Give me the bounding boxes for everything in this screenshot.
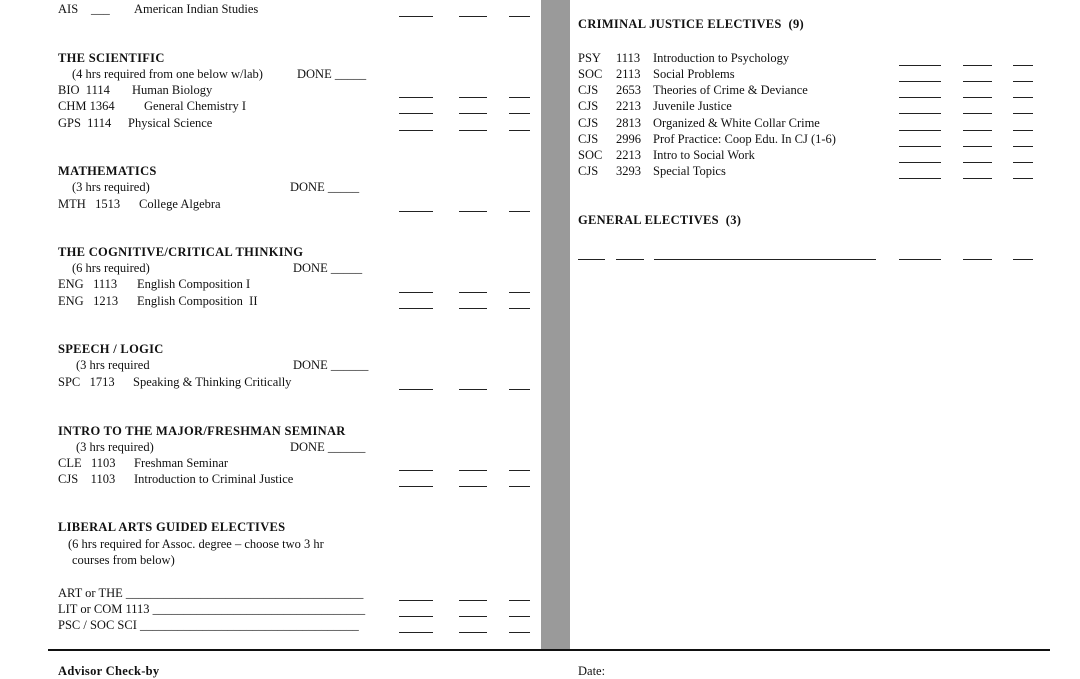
liberal-item: PSC / SOC SCI ___________________________________	[58, 618, 359, 632]
check-blank[interactable]	[963, 113, 992, 114]
check-blank[interactable]	[899, 81, 941, 82]
footer-rule	[48, 649, 1050, 651]
check-blank[interactable]	[509, 16, 530, 17]
date-label: Date:	[578, 664, 606, 678]
course-title: General Chemistry I	[144, 99, 247, 113]
course-title: English Composition II	[137, 294, 258, 308]
course-title: English Composition I	[137, 277, 251, 291]
check-blank[interactable]	[399, 97, 433, 98]
course-title: Theories of Crime & Deviance	[653, 83, 808, 97]
check-blank[interactable]	[459, 632, 487, 633]
check-blank[interactable]	[899, 178, 941, 179]
check-blank[interactable]	[509, 600, 530, 601]
check-blank[interactable]	[899, 97, 941, 98]
course-num: 3293	[616, 164, 641, 178]
check-blank[interactable]	[399, 113, 433, 114]
check-blank[interactable]	[399, 616, 433, 617]
intro-heading: INTRO TO THE MAJOR/FRESHMAN SEMINAR	[58, 424, 346, 438]
cj-heading: CRIMINAL JUSTICE ELECTIVES (9)	[578, 17, 805, 31]
check-blank[interactable]	[459, 130, 487, 131]
check-blank[interactable]	[399, 292, 433, 293]
course-num: 2813	[616, 116, 641, 130]
course-title: Freshman Seminar	[134, 456, 229, 470]
course-code: PSY	[578, 51, 601, 65]
check-blank[interactable]	[509, 486, 530, 487]
speech-heading: SPEECH / LOGIC	[58, 342, 164, 356]
course-title: College Algebra	[139, 197, 221, 211]
course-code: SPC 1713	[58, 375, 115, 389]
page-divider	[541, 0, 570, 650]
check-blank[interactable]	[1013, 162, 1033, 163]
check-blank[interactable]	[963, 130, 992, 131]
check-blank[interactable]	[899, 162, 941, 163]
check-blank[interactable]	[899, 146, 941, 147]
check-blank[interactable]	[459, 16, 487, 17]
course-code: CJS	[578, 164, 599, 178]
check-blank[interactable]	[899, 65, 941, 66]
check-blank[interactable]	[963, 178, 992, 179]
liberal-note: (6 hrs required for Assoc. degree – choose two 3 hr	[68, 537, 324, 551]
check-blank[interactable]	[1013, 81, 1033, 82]
cognitive-done: DONE _____	[293, 261, 363, 275]
check-blank[interactable]	[459, 389, 487, 390]
check-blank[interactable]	[399, 632, 433, 633]
check-blank[interactable]	[459, 97, 487, 98]
check-blank[interactable]	[963, 97, 992, 98]
course-code: CJS	[578, 116, 599, 130]
course-entry-blank[interactable]	[578, 259, 605, 260]
check-blank[interactable]	[399, 486, 433, 487]
check-blank[interactable]	[459, 486, 487, 487]
check-blank[interactable]	[399, 600, 433, 601]
check-blank[interactable]	[963, 259, 992, 260]
check-blank[interactable]	[399, 308, 433, 309]
course-code: ENG 1213	[58, 294, 119, 308]
check-blank[interactable]	[1013, 259, 1033, 260]
speech-note: (3 hrs required	[76, 358, 150, 372]
check-blank[interactable]	[1013, 130, 1033, 131]
course-title: Introduction to Psychology	[653, 51, 790, 65]
course-num: 2213	[616, 99, 641, 113]
scientific-heading: THE SCIENTIFIC	[58, 51, 165, 65]
check-blank[interactable]	[509, 389, 530, 390]
check-blank[interactable]	[1013, 146, 1033, 147]
check-blank[interactable]	[459, 113, 487, 114]
course-code: SOC	[578, 148, 603, 162]
check-blank[interactable]	[509, 211, 530, 212]
check-blank[interactable]	[1013, 113, 1033, 114]
check-blank[interactable]	[509, 632, 530, 633]
course-title: Organized & White Collar Crime	[653, 116, 820, 130]
check-blank[interactable]	[509, 130, 530, 131]
check-blank[interactable]	[459, 292, 487, 293]
ais-blank: ___	[91, 2, 110, 16]
course-title: Prof Practice: Coop Edu. In CJ (1-6)	[653, 132, 836, 146]
course-entry-blank[interactable]	[616, 259, 644, 260]
math-note: (3 hrs required)	[72, 180, 150, 194]
ais-title: American Indian Studies	[134, 2, 259, 16]
course-title: Intro to Social Work	[653, 148, 755, 162]
liberal-item: LIT or COM 1113 __________________________________	[58, 602, 366, 616]
course-code: ENG 1113	[58, 277, 118, 291]
course-entry-blank[interactable]	[654, 259, 876, 260]
course-code: BIO 1114	[58, 83, 110, 97]
course-num: 2213	[616, 148, 641, 162]
course-title: Juvenile Justice	[653, 99, 732, 113]
check-blank[interactable]	[509, 292, 530, 293]
course-title: Speaking & Thinking Critically	[133, 375, 292, 389]
check-blank[interactable]	[1013, 65, 1033, 66]
course-code: CJS 1103	[58, 472, 116, 486]
speech-done: DONE ______	[293, 358, 369, 372]
liberal-note: courses from below)	[72, 553, 175, 567]
check-blank[interactable]	[963, 81, 992, 82]
math-done: DONE _____	[290, 180, 360, 194]
course-code: CJS	[578, 99, 599, 113]
intro-note: (3 hrs required)	[76, 440, 154, 454]
course-num: 1113	[616, 51, 641, 65]
check-blank[interactable]	[509, 113, 530, 114]
cognitive-note: (6 hrs required)	[72, 261, 150, 275]
course-code: CHM 1364	[58, 99, 115, 113]
check-blank[interactable]	[399, 211, 433, 212]
course-num: 2113	[616, 67, 641, 81]
advisor-label: Advisor Check-by	[58, 664, 160, 678]
check-blank[interactable]	[963, 65, 992, 66]
check-blank[interactable]	[459, 600, 487, 601]
check-blank[interactable]	[509, 308, 530, 309]
course-num: 2996	[616, 132, 641, 146]
ais-code: AIS	[58, 2, 79, 16]
course-code: CLE 1103	[58, 456, 116, 470]
course-code: GPS 1114	[58, 116, 112, 130]
scientific-done: DONE _____	[297, 67, 367, 81]
check-blank[interactable]	[899, 259, 941, 260]
math-heading: MATHEMATICS	[58, 164, 157, 178]
course-code: CJS	[578, 83, 599, 97]
course-num: 2653	[616, 83, 641, 97]
check-blank[interactable]	[899, 130, 941, 131]
check-blank[interactable]	[963, 146, 992, 147]
check-blank[interactable]	[899, 113, 941, 114]
check-blank[interactable]	[963, 162, 992, 163]
check-blank[interactable]	[399, 130, 433, 131]
course-title: Introduction to Criminal Justice	[134, 472, 294, 486]
cognitive-heading: THE COGNITIVE/CRITICAL THINKING	[58, 245, 304, 259]
check-blank[interactable]	[509, 97, 530, 98]
course-code: SOC	[578, 67, 603, 81]
check-blank[interactable]	[459, 308, 487, 309]
liberal-heading: LIBERAL ARTS GUIDED ELECTIVES	[58, 520, 286, 534]
check-blank[interactable]	[1013, 178, 1033, 179]
check-blank[interactable]	[459, 616, 487, 617]
course-code: CJS	[578, 132, 599, 146]
check-blank[interactable]	[459, 211, 487, 212]
course-title: Special Topics	[653, 164, 726, 178]
check-blank[interactable]	[399, 470, 433, 471]
course-title: Human Biology	[132, 83, 213, 97]
check-blank[interactable]	[1013, 97, 1033, 98]
intro-done: DONE ______	[290, 440, 366, 454]
check-blank[interactable]	[509, 616, 530, 617]
check-blank[interactable]	[459, 470, 487, 471]
liberal-item: ART or THE ______________________________________	[58, 586, 364, 600]
check-blank[interactable]	[399, 16, 433, 17]
course-title: Physical Science	[128, 116, 213, 130]
check-blank[interactable]	[399, 389, 433, 390]
scientific-note: (4 hrs required from one below w/lab)	[72, 67, 263, 81]
check-blank[interactable]	[509, 470, 530, 471]
general-heading: GENERAL ELECTIVES (3)	[578, 213, 742, 227]
course-code: MTH 1513	[58, 197, 121, 211]
course-title: Social Problems	[653, 67, 735, 81]
